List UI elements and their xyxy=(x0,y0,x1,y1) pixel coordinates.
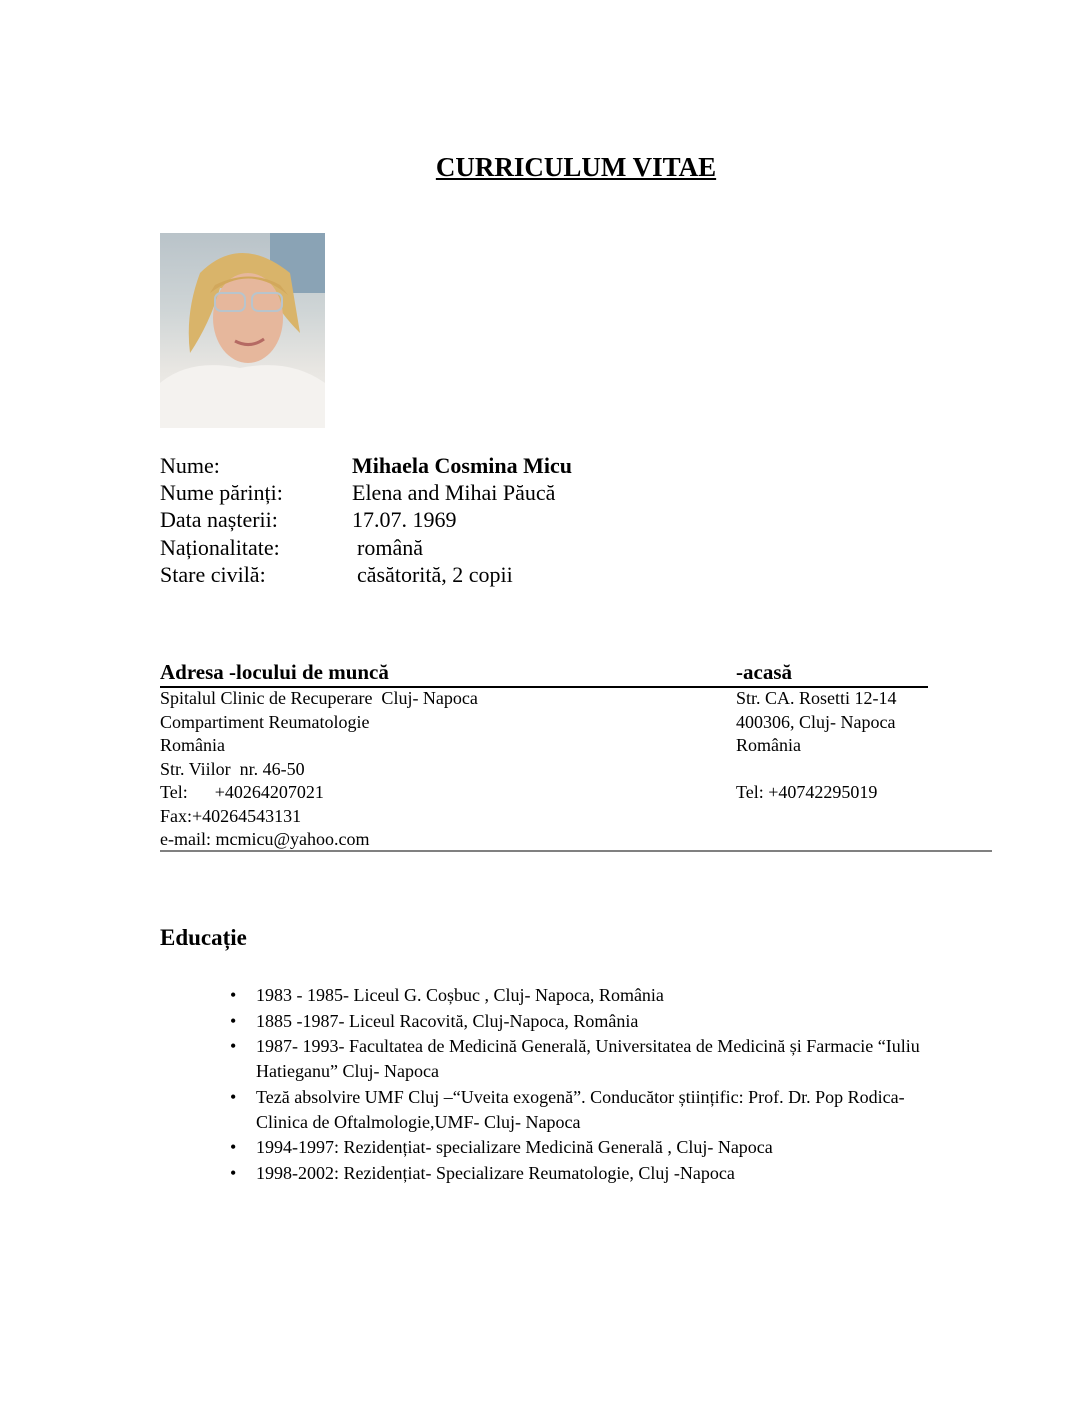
work-address-line: Tel: +40264207021 xyxy=(160,782,324,802)
education-item xyxy=(230,1009,930,1034)
work-address-line: Compartiment Reumatologie xyxy=(160,711,370,732)
personal-value: Elena and Mihai Păucă xyxy=(352,480,556,505)
education-item xyxy=(230,983,930,1008)
work-address-line: România xyxy=(160,735,225,755)
page-title: CURRICULUM VITAE xyxy=(435,152,717,182)
education-item-text: 1987- 1993- Facultatea de Medicină Generală, Universitatea de Medicină și Farmacie “Iuliu Hatieganu” Cluj- Napoca xyxy=(256,1036,920,1081)
bullet-icon: • xyxy=(230,1010,237,1031)
bullet-icon: • xyxy=(230,1036,237,1056)
education-item xyxy=(230,1161,930,1186)
bullet-icon: • xyxy=(230,1086,237,1107)
home-address-line: 400306, Cluj- Napoca xyxy=(736,711,896,732)
education-item xyxy=(230,1135,930,1160)
personal-value: căsătorită, 2 copii xyxy=(357,562,513,587)
personal-value: română xyxy=(357,535,423,560)
personal-label: Nume: xyxy=(160,453,220,478)
home-address-line: Str. CA. Rosetti 12-14 xyxy=(736,688,897,708)
bullet-icon: • xyxy=(230,1137,237,1157)
personal-value: Mihaela Cosmina Micu xyxy=(352,453,572,478)
home-address-line: Tel: +40742295019 xyxy=(736,782,878,802)
home-address-heading: -acasă xyxy=(736,660,792,684)
work-address-line: Spitalul Clinic de Recuperare Cluj- Napoca xyxy=(160,688,478,708)
bullet-icon: • xyxy=(230,1162,237,1183)
profile-photo xyxy=(160,233,325,428)
education-item-text: 1885 -1987- Liceul Racovită, Cluj-Napoca, România xyxy=(256,1010,639,1031)
work-address-line: e-mail: mcmicu@yahoo.com xyxy=(160,829,370,849)
divider xyxy=(160,850,992,852)
personal-label: Stare civilă: xyxy=(160,562,266,587)
education-list xyxy=(230,983,930,1186)
personal-label: Data nașterii: xyxy=(160,507,278,532)
work-address-line: Str. Viilor nr. 46-50 xyxy=(160,758,305,779)
education-item xyxy=(230,1034,930,1084)
bullet-icon: • xyxy=(230,985,237,1005)
education-item-text: 1983 - 1985- Liceul G. Coșbuc , Cluj- Napoca, România xyxy=(256,985,664,1005)
personal-label: Nume părinți: xyxy=(160,480,283,505)
education-item-text: 1994-1997: Rezidențiat- specializare Medicină Generală , Cluj- Napoca xyxy=(256,1137,773,1157)
home-address-line: România xyxy=(736,735,801,755)
address-heading-row xyxy=(160,660,928,688)
personal-value: 17.07. 1969 xyxy=(352,507,457,532)
education-heading: Educație xyxy=(160,925,247,950)
portrait-image xyxy=(160,233,325,428)
education-item-text: Teză absolvire UMF Cluj –“Uveita exogenă”. Conducător științific: Prof. Dr. Pop Rodica- Clinica de Oftalmologie,UMF- Cluj- Napoca xyxy=(256,1086,905,1132)
education-item xyxy=(230,1085,930,1135)
personal-label: Naționalitate: xyxy=(160,535,280,560)
work-address-line: Fax:+40264543131 xyxy=(160,805,302,826)
work-address-heading: Adresa -locului de muncă xyxy=(160,660,389,684)
education-item-text: 1998-2002: Rezidențiat- Specializare Reumatologie, Cluj -Napoca xyxy=(256,1162,735,1183)
